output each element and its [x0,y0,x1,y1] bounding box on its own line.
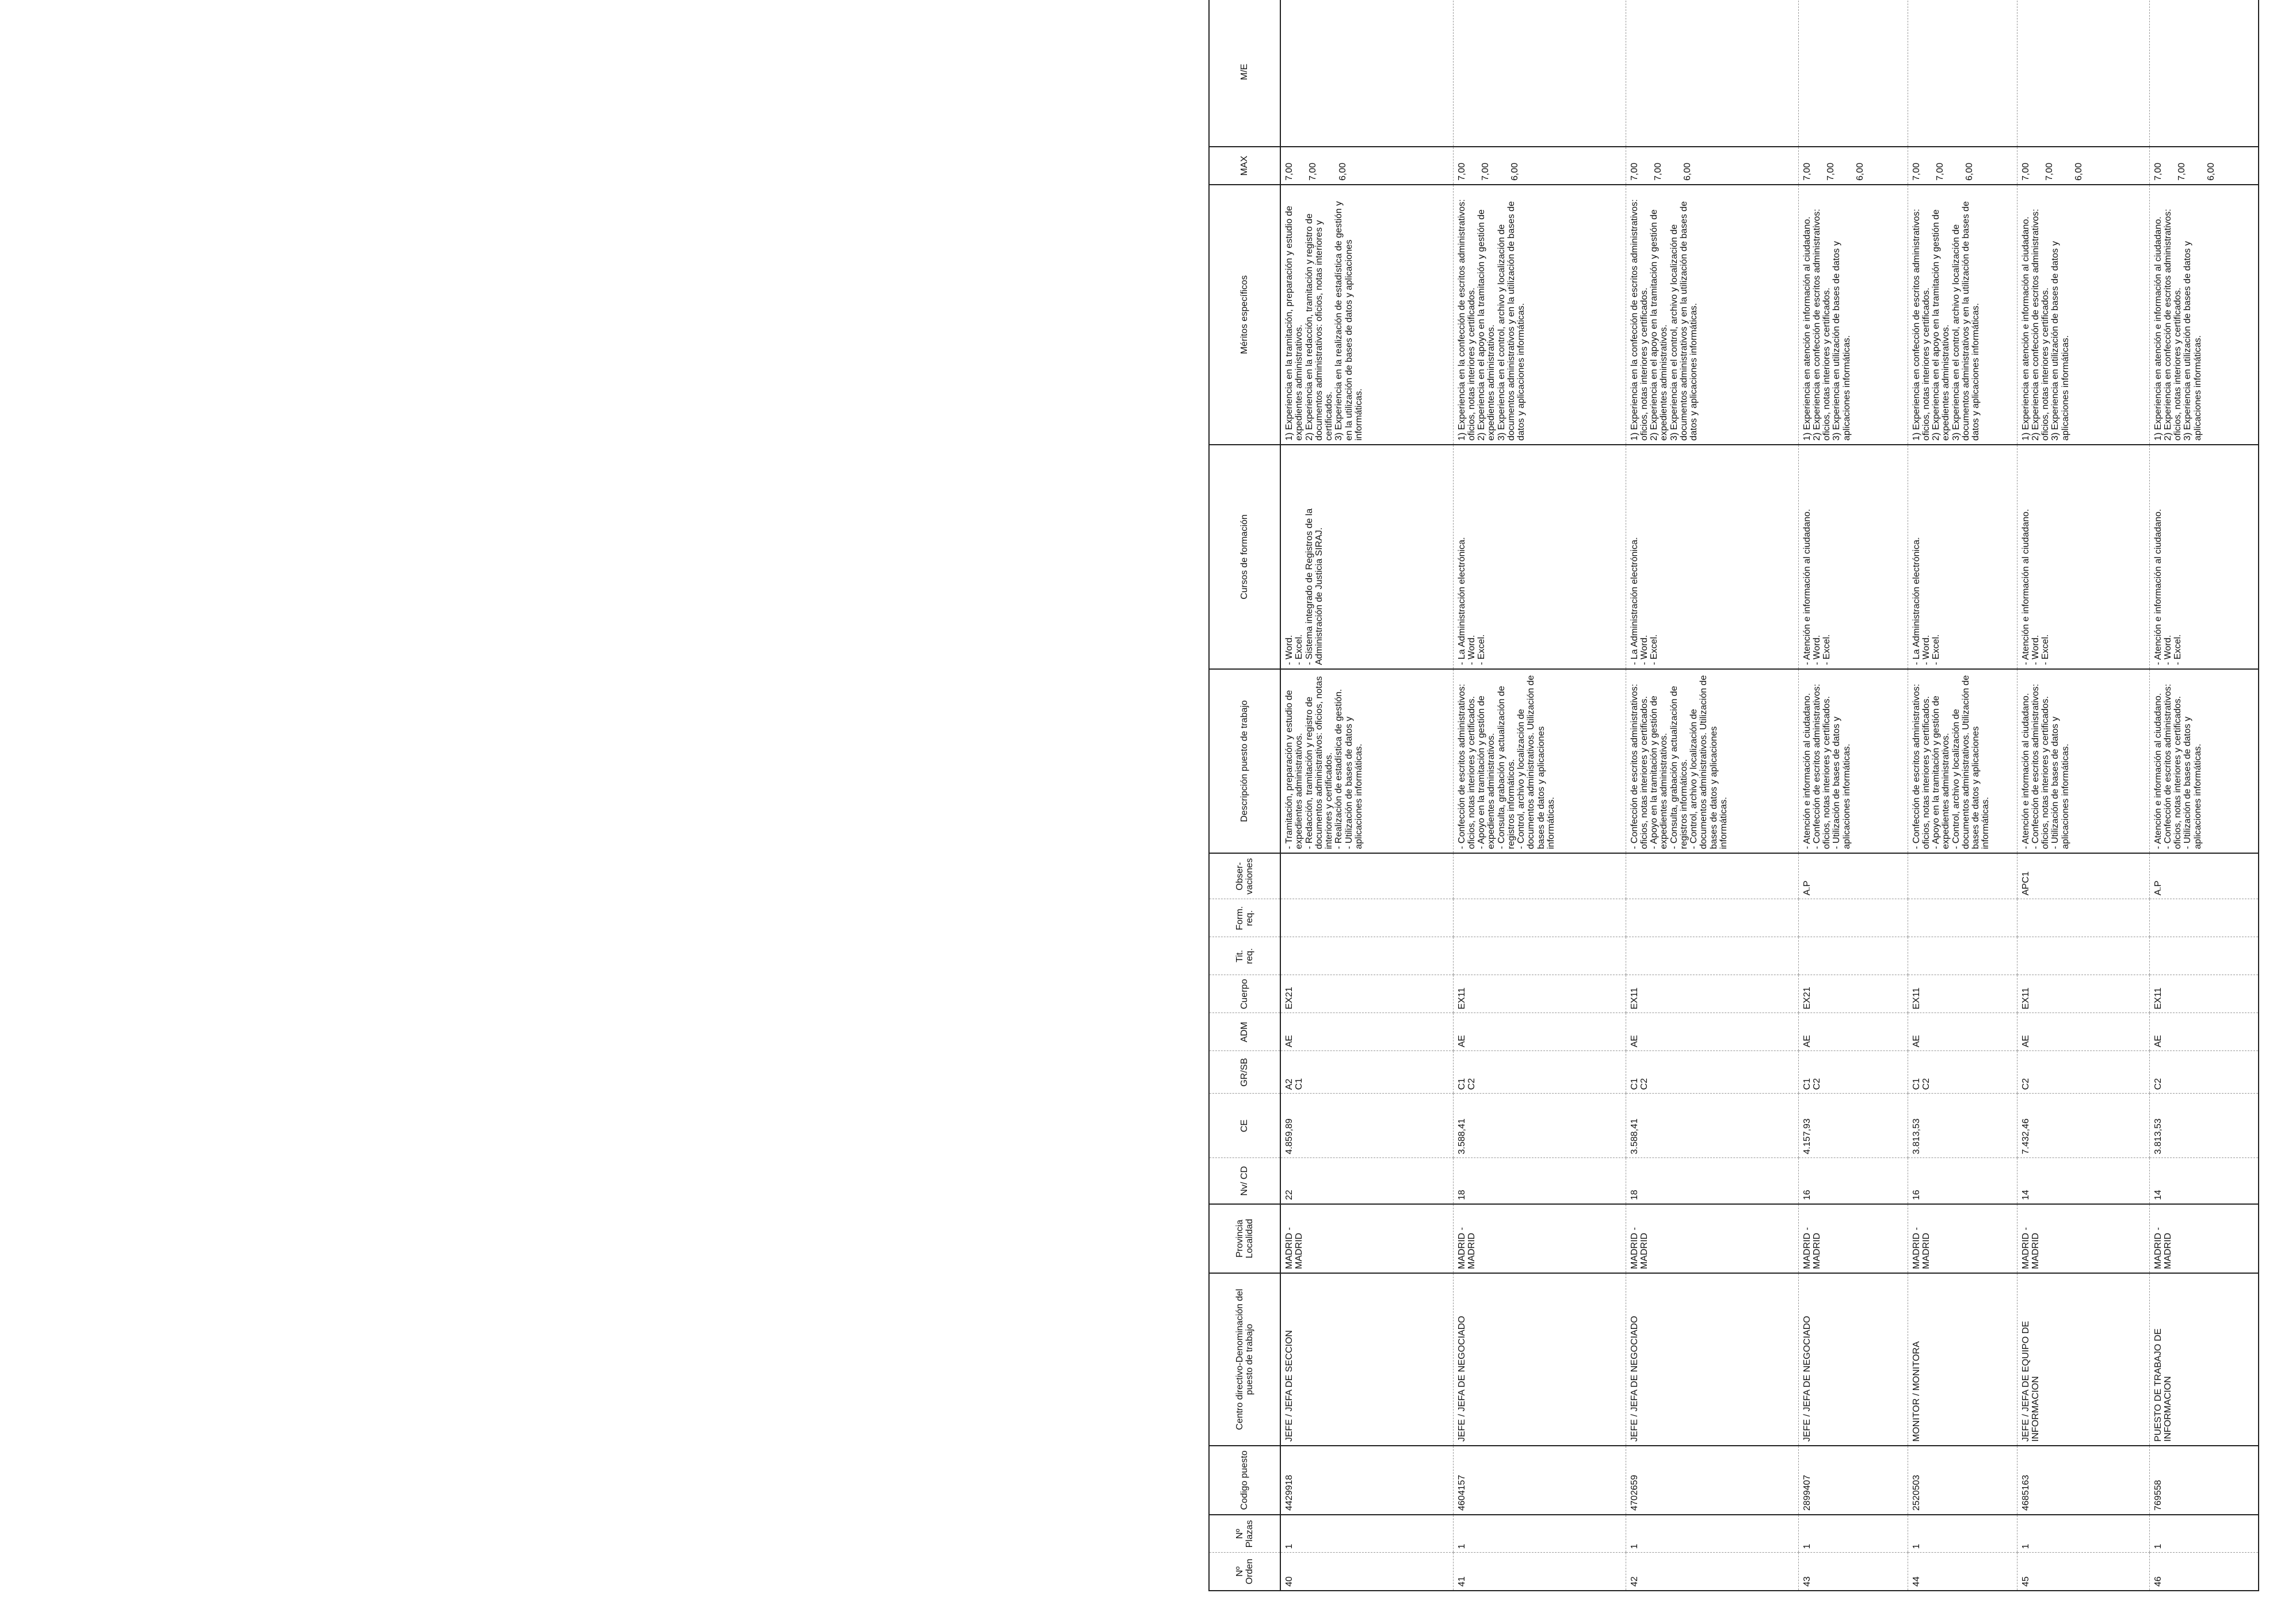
row-plazas: 1 [2149,1515,2259,1553]
max-score: 7,00 [1480,162,1490,181]
row-cursos: - Atención e información al ciudadano. - Word. - Excel. [2149,445,2259,669]
row-max-scores [1453,147,1626,185]
row-nivel: 18 [1453,1158,1626,1204]
row-formreq [2017,899,2149,937]
max-score: 7,00 [1308,162,1318,181]
row-provincia: MADRID - MADRID [2149,1204,2259,1273]
row-ce: 4.859,89 [1280,1094,1453,1158]
row-provincia: MADRID - MADRID [1908,1204,2017,1273]
row-cursos: - Atención e información al ciudadano. - Word. - Excel. [1798,445,1908,669]
row-cuerpo: EX11 [1626,975,1798,1013]
row-me [1453,0,1626,147]
row-meritos: 1) Experiencia en la confección de escritos administrativos: oficios, notas interiores y certificados. 2) Experiencia en el apoyo en la tramitación y gestión de expedientes administrativos. 3) Experiencia en el control, archivo y localización de documentos administrativos y en la utilización de bases de datos y aplicaciones informáticas. [1626,185,1798,445]
row-ce: 3.813,53 [2149,1094,2259,1158]
row-descripcion: - Confección de escritos administrativos: oficios, notas interiores y certificados. - Apoyo en la tramitación y gestión de expedientes administrativos. - Consulta, grabación y actualización de registros informáticos. - Control, archivo y localización de documentos administrativos. Utilización de bases de datos y aplicaciones informáticas. [1626,669,1798,853]
row-plazas: 1 [2017,1515,2149,1553]
row-descripcion: - Atención e información al ciudadano. - Confección de escritos administrativos: oficios, notas interiores y certificados. - Utilización de bases de datos y aplicaciones informáticas. [1798,669,1908,853]
row-max-scores [2017,147,2149,185]
row-adm: AE [2017,1013,2149,1051]
row-meritos: 1) Experiencia en la confección de escritos administrativos: oficios, notas interiores y certificados. 2) Experiencia en el apoyo en la tramitación y gestión de expedientes administrativos. 3) Experiencia en el control, archivo y localización de documentos administrativos y en la utilización de bases de datos y aplicaciones informáticas. [1453,185,1626,445]
max-score: 7,00 [1629,162,1639,181]
row-provincia: MADRID - MADRID [1280,1204,1453,1273]
row-titreq [2149,937,2259,975]
row-nivel: 18 [1626,1158,1798,1204]
table-row [1626,0,1798,1591]
row-orden: 42 [1626,1553,1798,1591]
row-centro: PUESTO DE TRABAJO DE INFORMACION [2149,1273,2259,1446]
row-formreq [1908,899,2017,937]
row-grsb: C1 C2 [1798,1051,1908,1094]
row-adm: AE [2149,1013,2259,1051]
row-meritos: 1) Experiencia en atención e información al ciudadano. 2) Experiencia en confección de escritos administrativos: oficios, notas interiores y certificados. 3) Experiencia en utilización de bases de datos y aplicaciones informáticas. [1798,185,1908,445]
row-me [1280,0,1453,147]
header-descripcion: Descripción puesto de trabajo [1209,669,1280,853]
table-row [1908,0,2017,1591]
row-observaciones [1626,853,1798,899]
row-descripcion: - Atención e información al ciudadano. - Confección de escritos administrativos: oficios, notas interiores y certificados. - Utilización de bases de datos y aplicaciones informáticas. [2017,669,2149,853]
max-score: 7,00 [1284,162,1294,181]
row-ce: 3.588,41 [1453,1094,1626,1158]
table-row [1280,0,1453,1591]
row-cuerpo: EX11 [1453,975,1626,1013]
row-plazas: 1 [1798,1515,1908,1553]
header-formreq: Form. req. [1209,899,1280,937]
max-score: 6,00 [2074,162,2084,181]
max-score: 7,00 [1911,162,1921,181]
max-score: 7,00 [2044,162,2054,181]
header-cuerpo: Cuerpo [1209,975,1280,1013]
row-max-scores [1280,147,1453,185]
table-row [1453,0,1626,1591]
header-max: MAX [1209,147,1280,185]
row-nivel: 22 [1280,1158,1453,1204]
row-titreq [1908,937,2017,975]
header-meritos: Méritos específicos [1209,185,1280,445]
row-adm: AE [1908,1013,2017,1051]
row-orden: 45 [2017,1553,2149,1591]
table-row [2149,0,2259,1591]
row-max-scores [1798,147,1908,185]
header-codigo: Codigo puesto [1209,1446,1280,1515]
row-observaciones: A.P [1798,853,1908,899]
row-descripcion: - Tramitación, preparación y estudio de expedientes administrativos. - Redacción, tramitación y registro de documentos administrativos: oficios, notas interiores y certificados. - Realización de estadística de gestión. - Utilización de bases de datos y aplicaciones informáticas. [1280,669,1453,853]
row-ce: 3.813,53 [1908,1094,2017,1158]
row-observaciones [1453,853,1626,899]
header-grsb: GR/SB [1209,1051,1280,1094]
row-me [1626,0,1798,147]
row-meritos: 1) Experiencia en la tramitación, preparación y estudio de expedientes administrativos. 2) Experiencia en la redacción, tramitación y registro de documentos administrativos: oficios, notas interiores y certificados. 3) Experiencia en la realización de estadística de gestión y en la utilización de bases de datos y aplicaciones informáticas. [1280,185,1453,445]
max-score: 7,00 [2153,162,2163,181]
row-formreq [1453,899,1626,937]
row-provincia: MADRID - MADRID [2017,1204,2149,1273]
rotated-table-sheet [1208,0,2296,1591]
row-plazas: 1 [1280,1515,1453,1553]
row-grsb: C2 [2017,1051,2149,1094]
row-me [2017,0,2149,147]
row-cuerpo: EX11 [2017,975,2149,1013]
row-nivel: 14 [2149,1158,2259,1204]
row-cursos: - La Administración electrónica. - Word. - Excel. [1626,445,1798,669]
max-score: 7,00 [2020,162,2031,181]
table-row [2017,0,2149,1591]
row-orden: 41 [1453,1553,1626,1591]
job-positions-table [1208,0,2259,1591]
row-grsb: C1 C2 [1908,1051,2017,1094]
row-provincia: MADRID - MADRID [1626,1204,1798,1273]
row-grsb: A2 C1 [1280,1051,1453,1094]
row-provincia: MADRID - MADRID [1798,1204,1908,1273]
row-orden: 44 [1908,1553,2017,1591]
row-plazas: 1 [1908,1515,2017,1553]
row-cuerpo: EX21 [1798,975,1908,1013]
row-cursos: - La Administración electrónica. - Word. - Excel. [1453,445,1626,669]
max-score: 6,00 [1855,162,1866,181]
row-cursos: - Word. - Excel. - Sistema integrado de Registros de la Administración de Justicia SIRAJ. [1280,445,1453,669]
row-centro: JEFE / JEFA DE EQUIPO DE INFORMACION [2017,1273,2149,1446]
row-titreq [1798,937,1908,975]
row-ce: 3.588,41 [1626,1094,1798,1158]
header-me: M/E [1209,0,1280,147]
row-formreq [1626,899,1798,937]
row-me [2149,0,2259,147]
row-observaciones: APC1 [2017,853,2149,899]
row-grsb: C2 [2149,1051,2259,1094]
header-nivel: Nv/ CD [1209,1158,1280,1204]
row-centro: JEFE / JEFA DE NEGOCIADO [1626,1273,1798,1446]
row-formreq [2149,899,2259,937]
row-nivel: 16 [1798,1158,1908,1204]
max-score: 7,00 [1653,162,1663,181]
row-meritos: 1) Experiencia en atención e información al ciudadano. 2) Experiencia en confección de escritos administrativos: oficios, notas interiores y certificados. 3) Experiencia en utilización de bases de datos y aplicaciones informáticas. [2017,185,2149,445]
row-meritos: 1) Experiencia en confección de escritos administrativos: oficios, notas interiores y certificados. 2) Experiencia en el apoyo en la tramitación y gestión de expedientes administrativos. 3) Experiencia en el control, archivo y localización de documentos administrativos y en la utilización de bases de datos y aplicaciones informáticas. [1908,185,2017,445]
row-descripcion: - Atención e información al ciudadano. - Confección de escritos administrativos: oficios, notas interiores y certificados. - Utilización de bases de datos y aplicaciones informáticas. [2149,669,2259,853]
row-descripcion: - Confección de escritos administrativos: oficios, notas interiores y certificados. - Apoyo en la tramitación y gestión de expedientes administrativos. - Control, archivo y localización de documentos administrativos. Utilización de bases de datos y aplicaciones informáticas. [1908,669,2017,853]
header-centro: Centro directivo-Denominación del puesto de trabajo [1209,1273,1280,1446]
row-orden: 46 [2149,1553,2259,1591]
row-centro: JEFE / JEFA DE SECCION [1280,1273,1453,1446]
row-provincia: MADRID - MADRID [1453,1204,1626,1273]
row-descripcion: - Confección de escritos administrativos: oficios, notas interiores y certificados. - Apoyo en la tramitación y gestión de expedientes administrativos. - Consulta, grabación y actualización de registros informáticos. - Control, archivo y localización de documentos administrativos. Utilización de bases de datos y aplicaciones informáticas. [1453,669,1626,853]
row-titreq [1626,937,1798,975]
max-score: 7,00 [2176,162,2187,181]
row-orden: 40 [1280,1553,1453,1591]
row-centro: MONITOR / MONITORA [1908,1273,2017,1446]
row-meritos: 1) Experiencia en atención e información al ciudadano. 2) Experiencia en confección de escritos administrativos: oficios, notas interiores y certificados. 3) Experiencia en utilización de bases de datos y aplicaciones informáticas. [2149,185,2259,445]
row-titreq [1280,937,1453,975]
row-observaciones: A.P [2149,853,2259,899]
row-cuerpo: EX21 [1280,975,1453,1013]
row-observaciones [1280,853,1453,899]
row-me [1798,0,1908,147]
row-titreq [1453,937,1626,975]
row-codigo: 2899407 [1798,1446,1908,1515]
table-body [1280,0,2259,1591]
row-codigo: 4429918 [1280,1446,1453,1515]
max-score: 7,00 [1825,162,1836,181]
header-plazas: Nº Plazas [1209,1515,1280,1553]
row-adm: AE [1280,1013,1453,1051]
row-centro: JEFE / JEFA DE NEGOCIADO [1798,1273,1908,1446]
row-cuerpo: EX11 [1908,975,2017,1013]
max-score: 7,00 [1456,162,1467,181]
row-ce: 4.157,93 [1798,1094,1908,1158]
row-ce: 7.432,46 [2017,1094,2149,1158]
row-formreq [1280,899,1453,937]
max-score: 6,00 [1683,162,1693,181]
row-codigo: 4604157 [1453,1446,1626,1515]
row-observaciones [1908,853,2017,899]
row-grsb: C1 C2 [1626,1051,1798,1094]
header-adm: ADM [1209,1013,1280,1051]
row-orden: 43 [1798,1553,1908,1591]
row-centro: JEFE / JEFA DE NEGOCIADO [1453,1273,1626,1446]
max-score: 6,00 [1337,162,1348,181]
header-row [1209,0,1280,1591]
header-cursos: Cursos de formación [1209,445,1280,669]
row-nivel: 16 [1908,1158,2017,1204]
row-codigo: 769558 [2149,1446,2259,1515]
header-ce: CE [1209,1094,1280,1158]
row-titreq [2017,937,2149,975]
row-max-scores [1626,147,1798,185]
row-cursos: - La Administración electrónica. - Word. - Excel. [1908,445,2017,669]
row-codigo: 4685163 [2017,1446,2149,1515]
max-score: 6,00 [1965,162,1975,181]
header-obs: Obser-vaciones [1209,853,1280,899]
row-formreq [1798,899,1908,937]
table-row [1798,0,1908,1591]
row-plazas: 1 [1453,1515,1626,1553]
row-adm: AE [1626,1013,1798,1051]
max-score: 7,00 [1802,162,1812,181]
row-me [1908,0,2017,147]
header-titreq: Tit. req. [1209,937,1280,975]
row-codigo: 4702659 [1626,1446,1798,1515]
header-orden: Nº Orden [1209,1553,1280,1591]
row-cursos: - Atención e información al ciudadano. - Word. - Excel. [2017,445,2149,669]
row-cuerpo: EX11 [2149,975,2259,1013]
max-score: 7,00 [1935,162,1945,181]
row-adm: AE [1453,1013,1626,1051]
row-nivel: 14 [2017,1158,2149,1204]
row-grsb: C1 C2 [1453,1051,1626,1094]
row-max-scores [1908,147,2017,185]
header-provincia: Provincia Localidad [1209,1204,1280,1273]
max-score: 6,00 [1510,162,1520,181]
row-plazas: 1 [1626,1515,1798,1553]
max-score: 6,00 [2206,162,2217,181]
row-codigo: 2520503 [1908,1446,2017,1515]
row-max-scores [2149,147,2259,185]
row-adm: AE [1798,1013,1908,1051]
